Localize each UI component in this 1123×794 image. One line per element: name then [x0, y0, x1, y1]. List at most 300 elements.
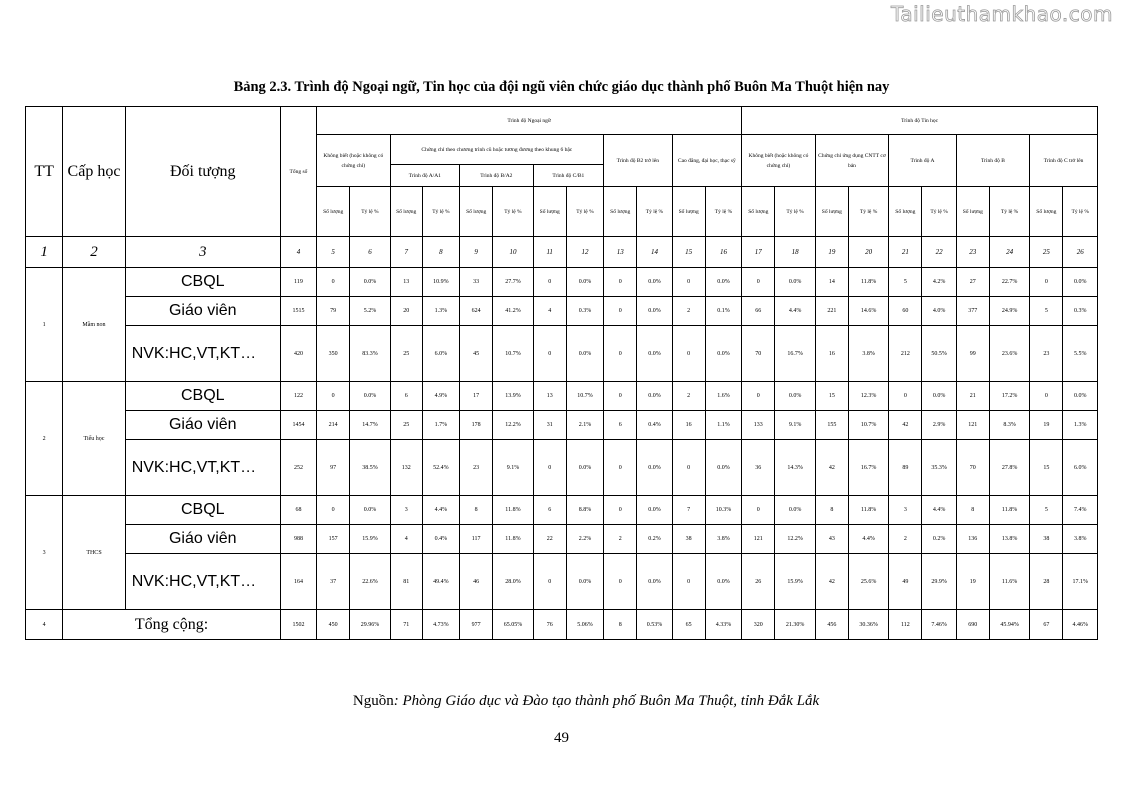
- value-cell: 23: [1030, 326, 1063, 382]
- value-cell: 252: [280, 440, 316, 496]
- value-cell: 3: [390, 496, 422, 525]
- value-cell: 14.3%: [775, 440, 815, 496]
- value-cell: 97: [317, 440, 350, 496]
- value-cell: 0.0%: [705, 268, 741, 297]
- table-caption: Bảng 2.3. Trình độ Ngoại ngữ, Tin học của đội ngũ viên chức giáo dục thành phố Buôn Ma Thuột hiện nay: [233, 79, 890, 95]
- value-cell: 28.0%: [493, 554, 533, 610]
- total-value-cell: 7.46%: [922, 610, 956, 640]
- value-cell: 0: [672, 440, 705, 496]
- header-so-luong: Số lượng: [317, 187, 350, 237]
- table-row: [26, 382, 1098, 411]
- total-value-cell: 4.33%: [705, 610, 741, 640]
- value-cell: 8.3%: [989, 411, 1029, 440]
- index-cell: 16: [705, 237, 741, 268]
- index-cell: 4: [280, 237, 316, 268]
- value-cell: 33: [460, 268, 493, 297]
- group-cap-hoc: Mầm non: [63, 268, 125, 382]
- value-cell: 13: [533, 382, 566, 411]
- value-cell: 0.0%: [566, 326, 603, 382]
- header-ty-le: Tỷ lệ %: [1063, 187, 1098, 237]
- value-cell: 3.8%: [1063, 525, 1098, 554]
- value-cell: 17.1%: [1063, 554, 1098, 610]
- header-tong-so: Tổng số: [280, 107, 316, 237]
- value-cell: 4: [533, 297, 566, 326]
- value-cell: 0: [604, 382, 637, 411]
- value-cell: 10.7%: [848, 411, 888, 440]
- value-cell: 35.3%: [922, 440, 956, 496]
- value-cell: 5: [1030, 297, 1063, 326]
- value-cell: 14.6%: [848, 297, 888, 326]
- value-cell: 0: [533, 326, 566, 382]
- value-cell: 15.9%: [775, 554, 815, 610]
- value-cell: 10.7%: [566, 382, 603, 411]
- value-cell: 70: [956, 440, 989, 496]
- value-cell: 0: [604, 268, 637, 297]
- value-cell: 46: [460, 554, 493, 610]
- value-cell: 0: [742, 382, 775, 411]
- row-doi-tuong: Giáo viên: [125, 297, 280, 326]
- total-value-cell: 112: [889, 610, 922, 640]
- value-cell: 1515: [280, 297, 316, 326]
- total-value-cell: 456: [815, 610, 848, 640]
- index-cell: 2: [63, 237, 125, 268]
- value-cell: 0.0%: [775, 382, 815, 411]
- table-row: [26, 525, 1098, 554]
- value-cell: 25.6%: [848, 554, 888, 610]
- total-label: Tổng cộng:: [63, 610, 281, 640]
- header-so-luong: Số lượng: [815, 187, 848, 237]
- value-cell: 14.7%: [350, 411, 390, 440]
- value-cell: 4.4%: [422, 496, 459, 525]
- value-cell: 0: [317, 496, 350, 525]
- header-ty-le: Tỷ lệ %: [848, 187, 888, 237]
- row-doi-tuong: CBQL: [125, 382, 280, 411]
- index-cell: 23: [956, 237, 989, 268]
- header-so-luong: Số lượng: [672, 187, 705, 237]
- value-cell: 5: [889, 268, 922, 297]
- value-cell: 11.8%: [493, 525, 533, 554]
- value-cell: 0: [317, 268, 350, 297]
- value-cell: 0.0%: [566, 554, 603, 610]
- value-cell: 212: [889, 326, 922, 382]
- header-ty-le: Tỷ lệ %: [922, 187, 956, 237]
- value-cell: 14: [815, 268, 848, 297]
- value-cell: 377: [956, 297, 989, 326]
- value-cell: 0.0%: [922, 382, 956, 411]
- value-cell: 42: [815, 554, 848, 610]
- value-cell: 10.7%: [493, 326, 533, 382]
- index-cell: 9: [460, 237, 493, 268]
- group-cap-hoc: THCS: [63, 496, 125, 610]
- header-so-luong: Số lượng: [956, 187, 989, 237]
- total-value-cell: 65.05%: [493, 610, 533, 640]
- total-value-cell: 45.94%: [989, 610, 1029, 640]
- value-cell: 0: [742, 496, 775, 525]
- value-cell: 16: [672, 411, 705, 440]
- value-cell: 66: [742, 297, 775, 326]
- value-cell: 27.7%: [493, 268, 533, 297]
- value-cell: 2.1%: [566, 411, 603, 440]
- value-cell: 0.0%: [637, 554, 672, 610]
- header-c-b1: Trình độ C/B1: [533, 165, 604, 187]
- row-doi-tuong: CBQL: [125, 268, 280, 297]
- total-value-cell: 4.73%: [422, 610, 459, 640]
- value-cell: 19: [956, 554, 989, 610]
- value-cell: 2.2%: [566, 525, 603, 554]
- index-cell: 17: [742, 237, 775, 268]
- value-cell: 0: [604, 496, 637, 525]
- value-cell: 0.0%: [637, 268, 672, 297]
- header-doi-tuong: Đối tượng: [125, 107, 280, 237]
- value-cell: 988: [280, 525, 316, 554]
- group-cap-hoc: Tiểu học: [63, 382, 125, 496]
- index-cell: 24: [989, 237, 1029, 268]
- value-cell: 15.9%: [350, 525, 390, 554]
- total-value-cell: 0.53%: [637, 610, 672, 640]
- index-cell: 6: [350, 237, 390, 268]
- value-cell: 25: [390, 326, 422, 382]
- value-cell: 11.8%: [493, 496, 533, 525]
- value-cell: 21: [956, 382, 989, 411]
- header-trinh-do-b: Trình độ B: [956, 135, 1030, 187]
- value-cell: 4: [390, 525, 422, 554]
- value-cell: 25: [390, 411, 422, 440]
- total-number: 4: [26, 610, 63, 640]
- value-cell: 8.8%: [566, 496, 603, 525]
- value-cell: 79: [317, 297, 350, 326]
- header-ty-le: Tỷ lệ %: [566, 187, 603, 237]
- index-cell: 22: [922, 237, 956, 268]
- header-ty-le: Tỷ lệ %: [775, 187, 815, 237]
- value-cell: 121: [742, 525, 775, 554]
- value-cell: 49: [889, 554, 922, 610]
- value-cell: 0.0%: [775, 268, 815, 297]
- value-cell: 81: [390, 554, 422, 610]
- value-cell: 60: [889, 297, 922, 326]
- value-cell: 1.6%: [705, 382, 741, 411]
- header-ty-le: Tỷ lệ %: [350, 187, 390, 237]
- value-cell: 99: [956, 326, 989, 382]
- value-cell: 6: [390, 382, 422, 411]
- row-doi-tuong: NVK:HC,VT,KT…: [125, 440, 280, 496]
- value-cell: 11.8%: [989, 496, 1029, 525]
- group-number: 1: [26, 268, 63, 382]
- value-cell: 122: [280, 382, 316, 411]
- value-cell: 0: [604, 297, 637, 326]
- value-cell: 0.0%: [637, 382, 672, 411]
- total-value-cell: 450: [317, 610, 350, 640]
- value-cell: 0.1%: [705, 297, 741, 326]
- value-cell: 15: [815, 382, 848, 411]
- value-cell: 4.0%: [922, 297, 956, 326]
- table-row: [26, 268, 1098, 297]
- index-cell: 20: [848, 237, 888, 268]
- value-cell: 9.1%: [493, 440, 533, 496]
- value-cell: 83.3%: [350, 326, 390, 382]
- index-cell: 10: [493, 237, 533, 268]
- value-cell: 3: [889, 496, 922, 525]
- source-text: : Phòng Giáo dục và Đào tạo thành phố Buôn Ma Thuột, tỉnh Đắk Lắk: [393, 693, 820, 709]
- total-value-cell: 67: [1030, 610, 1063, 640]
- value-cell: 8: [460, 496, 493, 525]
- value-cell: 0: [1030, 268, 1063, 297]
- value-cell: 350: [317, 326, 350, 382]
- value-cell: 0: [672, 554, 705, 610]
- value-cell: 19: [1030, 411, 1063, 440]
- header-so-luong: Số lượng: [460, 187, 493, 237]
- value-cell: 13.8%: [989, 525, 1029, 554]
- value-cell: 17.2%: [989, 382, 1029, 411]
- header-ty-le: Tỷ lệ %: [989, 187, 1029, 237]
- value-cell: 0: [672, 326, 705, 382]
- value-cell: 5: [1030, 496, 1063, 525]
- value-cell: 624: [460, 297, 493, 326]
- total-value-cell: 4.46%: [1063, 610, 1098, 640]
- total-value-cell: 1502: [280, 610, 316, 640]
- value-cell: 0.0%: [566, 440, 603, 496]
- value-cell: 0: [889, 382, 922, 411]
- value-cell: 0.0%: [637, 297, 672, 326]
- value-cell: 36: [742, 440, 775, 496]
- table-row: [26, 496, 1098, 525]
- header-so-luong: Số lượng: [533, 187, 566, 237]
- value-cell: 68: [280, 496, 316, 525]
- total-value-cell: 71: [390, 610, 422, 640]
- total-value-cell: 21.30%: [775, 610, 815, 640]
- value-cell: 28: [1030, 554, 1063, 610]
- index-cell: 8: [422, 237, 459, 268]
- value-cell: 136: [956, 525, 989, 554]
- value-cell: 119: [280, 268, 316, 297]
- value-cell: 0.0%: [1063, 382, 1098, 411]
- value-cell: 29.9%: [922, 554, 956, 610]
- group-number: 3: [26, 496, 63, 610]
- value-cell: 27.8%: [989, 440, 1029, 496]
- value-cell: 10.3%: [705, 496, 741, 525]
- index-cell: 15: [672, 237, 705, 268]
- index-cell: 7: [390, 237, 422, 268]
- header-khong-biet-th: Không biết (hoặc không có chứng chỉ): [742, 135, 816, 187]
- value-cell: 0.0%: [775, 496, 815, 525]
- value-cell: 8: [815, 496, 848, 525]
- value-cell: 5.5%: [1063, 326, 1098, 382]
- value-cell: 2.9%: [922, 411, 956, 440]
- value-cell: 12.2%: [775, 525, 815, 554]
- value-cell: 7.4%: [1063, 496, 1098, 525]
- header-chung-chi-nn: Chứng chỉ theo chương trình cũ hoặc tương đương theo khung 6 bậc: [390, 135, 604, 165]
- value-cell: 0.0%: [350, 268, 390, 297]
- value-cell: 16.7%: [775, 326, 815, 382]
- value-cell: 22.6%: [350, 554, 390, 610]
- value-cell: 22.7%: [989, 268, 1029, 297]
- total-value-cell: 977: [460, 610, 493, 640]
- value-cell: 0: [533, 268, 566, 297]
- index-cell: 26: [1063, 237, 1098, 268]
- table-row: [26, 326, 1098, 382]
- table-row: [26, 411, 1098, 440]
- value-cell: 7: [672, 496, 705, 525]
- table-row: [26, 554, 1098, 610]
- value-cell: 0.0%: [705, 326, 741, 382]
- value-cell: 0: [604, 554, 637, 610]
- value-cell: 89: [889, 440, 922, 496]
- page-number: 49: [554, 730, 569, 746]
- value-cell: 121: [956, 411, 989, 440]
- header-a-a1: Trình độ A/A1: [390, 165, 459, 187]
- watermark: Tailieuthamkhao.com: [890, 2, 1113, 26]
- value-cell: 2: [889, 525, 922, 554]
- value-cell: 38.5%: [350, 440, 390, 496]
- value-cell: 38: [1030, 525, 1063, 554]
- row-doi-tuong: CBQL: [125, 496, 280, 525]
- value-cell: 6: [533, 496, 566, 525]
- group-number: 2: [26, 382, 63, 496]
- header-cap-hoc: Cấp học: [63, 107, 125, 237]
- value-cell: 52.4%: [422, 440, 459, 496]
- value-cell: 1454: [280, 411, 316, 440]
- header-ty-le: Tỷ lệ %: [493, 187, 533, 237]
- value-cell: 23.6%: [989, 326, 1029, 382]
- row-doi-tuong: NVK:HC,VT,KT…: [125, 326, 280, 382]
- value-cell: 16: [815, 326, 848, 382]
- value-cell: 38: [672, 525, 705, 554]
- value-cell: 16.7%: [848, 440, 888, 496]
- value-cell: 9.1%: [775, 411, 815, 440]
- value-cell: 11.8%: [848, 496, 888, 525]
- value-cell: 133: [742, 411, 775, 440]
- value-cell: 0.3%: [1063, 297, 1098, 326]
- index-cell: 13: [604, 237, 637, 268]
- row-doi-tuong: NVK:HC,VT,KT…: [125, 554, 280, 610]
- total-value-cell: 5.06%: [566, 610, 603, 640]
- total-row: [26, 610, 1098, 640]
- value-cell: 45: [460, 326, 493, 382]
- value-cell: 17: [460, 382, 493, 411]
- total-value-cell: 76: [533, 610, 566, 640]
- value-cell: 178: [460, 411, 493, 440]
- value-cell: 43: [815, 525, 848, 554]
- value-cell: 1.7%: [422, 411, 459, 440]
- index-cell: 11: [533, 237, 566, 268]
- value-cell: 1.1%: [705, 411, 741, 440]
- header-tt: TT: [26, 107, 63, 237]
- value-cell: 12.3%: [848, 382, 888, 411]
- value-cell: 0.0%: [637, 326, 672, 382]
- value-cell: 41.2%: [493, 297, 533, 326]
- value-cell: 0.0%: [1063, 268, 1098, 297]
- value-cell: 12.2%: [493, 411, 533, 440]
- index-cell: 14: [637, 237, 672, 268]
- value-cell: 0: [533, 554, 566, 610]
- index-cell: 18: [775, 237, 815, 268]
- value-cell: 0: [742, 268, 775, 297]
- row-doi-tuong: Giáo viên: [125, 525, 280, 554]
- source-prefix: Nguồn: [352, 693, 394, 709]
- value-cell: 132: [390, 440, 422, 496]
- value-cell: 2: [672, 382, 705, 411]
- value-cell: 164: [280, 554, 316, 610]
- header-ty-le: Tỷ lệ %: [637, 187, 672, 237]
- value-cell: 3.8%: [848, 326, 888, 382]
- value-cell: 70: [742, 326, 775, 382]
- value-cell: 0: [1030, 382, 1063, 411]
- value-cell: 0.3%: [566, 297, 603, 326]
- index-cell: 21: [889, 237, 922, 268]
- value-cell: 24.9%: [989, 297, 1029, 326]
- value-cell: 37: [317, 554, 350, 610]
- index-cell: 19: [815, 237, 848, 268]
- value-cell: 1.3%: [422, 297, 459, 326]
- value-cell: 0.2%: [922, 525, 956, 554]
- header-cntt: Chứng chỉ ứng dụng CNTT cơ bản: [815, 135, 889, 187]
- index-cell: 3: [125, 237, 280, 268]
- header-so-luong: Số lượng: [604, 187, 637, 237]
- value-cell: 20: [390, 297, 422, 326]
- value-cell: 8: [956, 496, 989, 525]
- value-cell: 31: [533, 411, 566, 440]
- value-cell: 0.0%: [566, 268, 603, 297]
- row-doi-tuong: Giáo viên: [125, 411, 280, 440]
- index-cell: 1: [26, 237, 63, 268]
- header-ngoai-ngu: Trình độ Ngoại ngữ: [317, 107, 742, 135]
- source-note: [0, 693, 1123, 710]
- header-so-luong: Số lượng: [742, 187, 775, 237]
- index-cell: 25: [1030, 237, 1063, 268]
- value-cell: 11.8%: [848, 268, 888, 297]
- value-cell: 157: [317, 525, 350, 554]
- total-value-cell: 30.36%: [848, 610, 888, 640]
- value-cell: 4.4%: [775, 297, 815, 326]
- value-cell: 6.0%: [422, 326, 459, 382]
- value-cell: 4.4%: [848, 525, 888, 554]
- header-cao-dang: Cao đẳng, đại học, thạc sỹ: [672, 135, 742, 187]
- value-cell: 0.0%: [350, 382, 390, 411]
- value-cell: 26: [742, 554, 775, 610]
- value-cell: 0: [604, 440, 637, 496]
- value-cell: 11.6%: [989, 554, 1029, 610]
- value-cell: 0: [604, 326, 637, 382]
- value-cell: 15: [1030, 440, 1063, 496]
- header-ty-le: Tỷ lệ %: [422, 187, 459, 237]
- table-row: [26, 297, 1098, 326]
- value-cell: 10.9%: [422, 268, 459, 297]
- header-trinh-do-c: Trình độ C trở lên: [1030, 135, 1098, 187]
- value-cell: 2: [672, 297, 705, 326]
- value-cell: 4.4%: [922, 496, 956, 525]
- header-b2-tro-len: Trình độ B2 trở lên: [604, 135, 672, 187]
- total-value-cell: 29.96%: [350, 610, 390, 640]
- value-cell: 214: [317, 411, 350, 440]
- value-cell: 0.0%: [637, 496, 672, 525]
- value-cell: 221: [815, 297, 848, 326]
- value-cell: 5.2%: [350, 297, 390, 326]
- total-value-cell: 65: [672, 610, 705, 640]
- value-cell: 42: [815, 440, 848, 496]
- header-b-a2: Trình độ B/A2: [460, 165, 534, 187]
- value-cell: 420: [280, 326, 316, 382]
- header-tin-hoc: Trình độ Tin học: [742, 107, 1098, 135]
- value-cell: 0.2%: [637, 525, 672, 554]
- value-cell: 0: [533, 440, 566, 496]
- value-cell: 3.8%: [705, 525, 741, 554]
- value-cell: 0.0%: [705, 554, 741, 610]
- header-so-luong: Số lượng: [889, 187, 922, 237]
- header-trinh-do-a: Trình độ A: [889, 135, 956, 187]
- value-cell: 0.4%: [637, 411, 672, 440]
- value-cell: 1.3%: [1063, 411, 1098, 440]
- value-cell: 6.0%: [1063, 440, 1098, 496]
- value-cell: 0.0%: [637, 440, 672, 496]
